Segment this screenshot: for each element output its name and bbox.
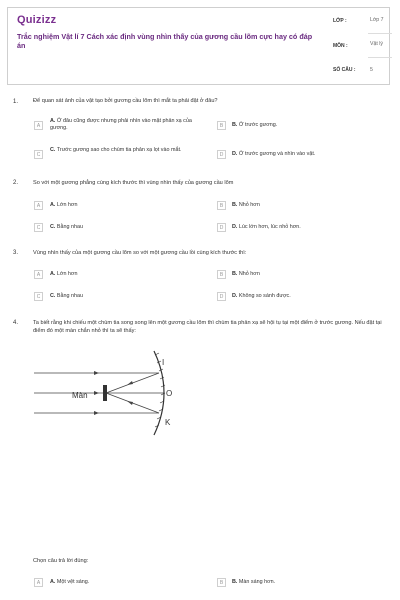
subject-value: Vật lý [370,41,383,47]
option-b-box[interactable]: B [217,270,226,279]
option-c-box[interactable]: C [34,292,43,301]
worksheet-header [7,7,390,85]
arrow-head [94,391,99,395]
option-c[interactable]: C. Bằng nhau [50,224,83,230]
concave-mirror-diagram [34,343,194,443]
point-k-label: K [165,418,171,427]
question-text: Để quan sát ảnh của vật tạo bởi gương cầu lõm thì mắt ta phải đặt ở đâu? [33,98,218,104]
question-number: 1. [13,99,19,105]
divider [368,33,392,34]
arrow-head [94,371,99,375]
option-a-box[interactable]: A [34,578,43,587]
screen-mark [103,385,107,401]
option-a-box[interactable]: A [34,121,43,130]
arrow-head [127,401,133,405]
option-d[interactable]: D. Ở trước gương và nhìn vào vật. [232,151,316,157]
option-c-box[interactable]: C [34,223,43,232]
option-a[interactable]: A. Lớn hơn [50,271,78,277]
question-number: 3. [13,250,19,256]
option-d-box[interactable]: D [217,223,226,232]
option-b-box[interactable]: B [217,121,226,130]
option-c[interactable]: C. Trước gương sao cho chùm tia phản xạ lọt vào mắt. [50,147,182,153]
question-number: 4. [13,320,19,326]
option-b-box[interactable]: B [217,578,226,587]
option-d[interactable]: D. Không so sánh được. [232,293,291,299]
option-a[interactable]: A. Một vệt sáng. [50,579,90,585]
quizizz-logo: Quizizz [17,14,57,26]
question-count-value: 5 [370,67,373,73]
point-o-label: O [166,389,173,398]
option-b[interactable]: B. Nhỏ hơn [232,202,260,208]
option-d-box[interactable]: D [217,292,226,301]
option-b-box[interactable]: B [217,201,226,210]
option-b[interactable]: B. Ở trước gương. [232,122,278,128]
question-text: So với một gương phẳng cùng kích thước thì vùng nhìn thấy của gương cầu lõm [33,180,234,186]
worksheet-title: Trắc nghiệm Vật lí 7 Cách xác định vùng nhìn thấy của gương cầu lõm cực hay có đáp án [17,32,313,50]
option-b[interactable]: B. Nhỏ hơn [232,271,260,277]
class-value: Lớp 7 [370,17,384,23]
divider [368,57,392,58]
option-a-box[interactable]: A [34,270,43,279]
option-a[interactable]: A. Ở đâu cũng được nhưng phải nhìn vào mặt phản xạ của gương. [50,118,192,131]
screen-label: Màn [72,391,88,400]
question-text: Vùng nhìn thấy của một gương cầu lõm so với một gương cầu lồi cùng kích thước thì: [33,250,247,256]
question-number: 2. [13,180,19,186]
subject-label: MÔN : [333,43,348,49]
option-b[interactable]: B. Màn sáng hơn. [232,579,276,585]
question-text: Ta biết rằng khi chiếu một chùm tia song song lên một gương cầu lõm thì chùm tia phản xạ sẽ hội tụ tại một điểm ở trước gương. Nếu đặt tại điểm đó một màn chắn nhỏ thì ta sẽ thấy: [33,320,382,334]
option-c-box[interactable]: C [34,150,43,159]
option-a-box[interactable]: A [34,201,43,210]
class-label: LỚP : [333,18,347,24]
point-i-label: I [162,358,165,367]
arrow-head [127,381,133,385]
question-count-label: SỐ CÂU : [333,67,356,73]
option-a[interactable]: A. Lớn hơn [50,202,78,208]
arrow-head [94,411,99,415]
answer-prompt: Chọn câu trả lời đúng: [33,558,89,564]
option-d[interactable]: D. Lúc lớn hơn, lúc nhỏ hơn. [232,224,301,230]
option-c[interactable]: C. Bằng nhau [50,293,83,299]
option-d-box[interactable]: D [217,150,226,159]
